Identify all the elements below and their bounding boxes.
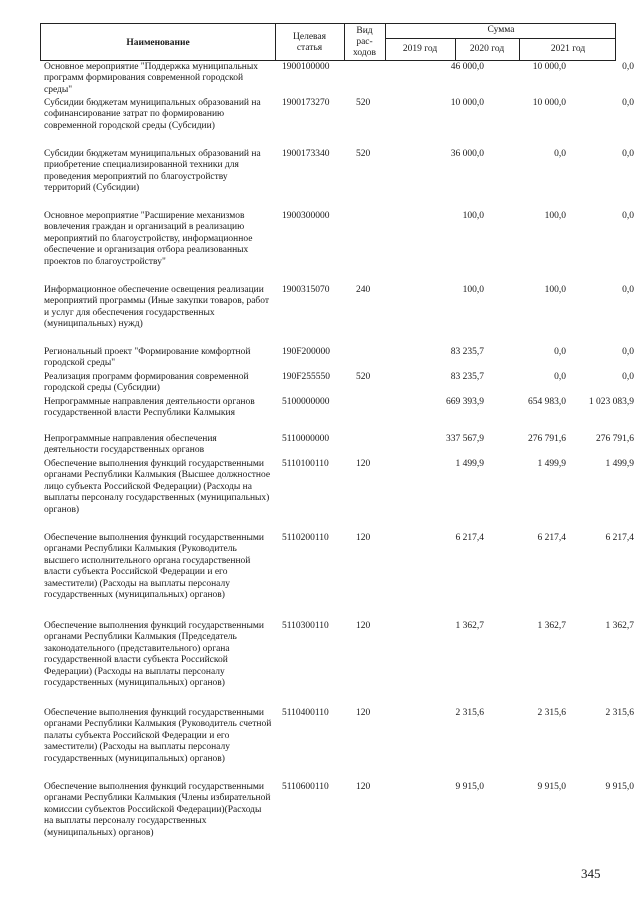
- row-name: Субсидии бюджетам муниципальных образований на приобретение специализированной техники для проведения мероприятий по благоустройству территорий (Субсидии): [44, 149, 261, 194]
- row-vid: 520: [356, 149, 371, 159]
- row-2020: 9 915,0: [537, 782, 566, 792]
- row-code: 5110400110: [282, 708, 329, 718]
- row-2020: 276 791,6: [528, 434, 566, 444]
- row-2021: 1 023 083,9: [588, 397, 634, 407]
- row-2019: 10 000,0: [450, 98, 484, 108]
- row-2021: 1 499,9: [605, 459, 634, 469]
- row-2021: 276 791,6: [596, 434, 634, 444]
- row-code: 1900173340: [282, 149, 330, 159]
- row-2021: 2 315,6: [605, 708, 634, 718]
- header-code: [275, 32, 344, 54]
- row-name: Обеспечение выполнения функций государственными органами Республики Калмыкия (Руководитель высшего исполнительного органа государственной власти субъекта Российской Федерации и его заместители) (Расходы на выплаты персоналу государственных (муниципальных) органов): [44, 533, 264, 601]
- row-2019: 1 362,7: [455, 621, 484, 631]
- row-name: Основное мероприятие "Поддержка муниципальных программ формирования современной городской среды": [44, 62, 259, 95]
- row-name: Непрограммные направления деятельности органов государственной власти Республики Калмыкия: [44, 397, 255, 419]
- row-2019: 2 315,6: [455, 708, 484, 718]
- row-2020: 0,0: [554, 347, 566, 357]
- header-code-line1: Целевая: [293, 32, 326, 42]
- row-code: 5110000000: [282, 434, 330, 444]
- row-2019: 337 567,9: [446, 434, 484, 444]
- row-vid: 520: [356, 372, 371, 382]
- row-2019: 100,0: [462, 211, 484, 221]
- row-2021: 0,0: [622, 347, 634, 357]
- row-2021: 9 915,0: [605, 782, 634, 792]
- row-vid: 120: [356, 782, 371, 792]
- row-name: Основное мероприятие "Расширение механизмов вовлечения граждан и организаций в реализацию мероприятий по благоустройству, информационное обеспечение и организация отбора реализованных проектов по благоустройству": [44, 211, 253, 267]
- row-name: Обеспечение выполнения функций государственными органами Республики Калмыкия (Высшее должностное лицо субъекта Российской Федерации) (Расходы на выплаты персоналу государственных (муниципальных) органов): [44, 459, 271, 515]
- page-number: 345: [581, 866, 601, 881]
- row-2020: 10 000,0: [532, 62, 566, 72]
- row-2021: 6 217,4: [605, 533, 634, 543]
- row-2020: 0,0: [554, 372, 566, 382]
- row-name: Обеспечение выполнения функций государственными органами Республики Калмыкия (Руководитель счетной палаты субъекта Российской Федерации и его заместители) (Расходы на выплаты персоналу государственных (муниципальных) органов): [44, 708, 272, 764]
- row-2021: 0,0: [622, 98, 634, 108]
- row-2019: 36 000,0: [450, 149, 484, 159]
- row-2021: 0,0: [622, 285, 634, 295]
- row-name: Реализация программ формирования современной городской среды (Субсидии): [44, 372, 249, 394]
- row-code: 1900300000: [282, 211, 330, 221]
- row-code: 5110100110: [282, 459, 329, 469]
- row-code: 190F255550: [282, 372, 331, 382]
- header-vid-line1: Вид: [356, 26, 373, 36]
- row-2019: 46 000,0: [450, 62, 484, 72]
- header-vid-line3: ходов: [353, 48, 376, 58]
- row-2021: 0,0: [622, 62, 634, 72]
- row-vid: 120: [356, 459, 371, 469]
- header-year-2021: 2021 год: [550, 44, 586, 54]
- row-2020: 6 217,4: [537, 533, 566, 543]
- row-name: Непрограммные направления обеспечения деятельности государственных органов: [44, 434, 217, 456]
- row-2020: 1 362,7: [537, 621, 566, 631]
- row-2021: 0,0: [622, 149, 634, 159]
- row-2020: 1 499,9: [537, 459, 566, 469]
- row-name: Обеспечение выполнения функций государственными органами Республики Калмыкия (Члены избирательной комиссии субъектов Российской Федерации)(Расходы на выплаты персоналу государственных (муниципальных) органов): [44, 782, 271, 838]
- header-vid-line2: рас-: [356, 37, 373, 47]
- header-sum: Сумма: [487, 25, 515, 35]
- row-name: Обеспечение выполнения функций государственными органами Республики Калмыкия (Председатель законодательного (представительного) органа государственной власти субъекта Российской Федерации) (Расходы на выплаты персоналу государственных (муниципальных) органов): [44, 621, 264, 689]
- row-code: 5100000000: [282, 397, 330, 407]
- row-2019: 100,0: [462, 285, 484, 295]
- row-vid: 240: [356, 285, 371, 295]
- row-2019: 6 217,4: [455, 533, 484, 543]
- row-2020: 10 000,0: [532, 98, 566, 108]
- header-year-2020: 2020 год: [469, 44, 505, 54]
- row-2019: 1 499,9: [455, 459, 484, 469]
- row-2020: 0,0: [554, 149, 566, 159]
- row-code: 1900100000: [282, 62, 330, 72]
- header-vid: [344, 26, 385, 59]
- row-name: Субсидии бюджетам муниципальных образований на софинансирование затрат по формированию современной городской среды (Субсидии): [44, 98, 261, 131]
- header-year-2019: 2019 год: [402, 44, 438, 54]
- row-vid: 120: [356, 533, 371, 543]
- table-header: [40, 23, 616, 61]
- row-2020: 100,0: [544, 211, 566, 221]
- row-2020: 100,0: [544, 285, 566, 295]
- row-code: 190F200000: [282, 347, 331, 357]
- row-code: 5110300110: [282, 621, 329, 631]
- header-name: Наименование: [126, 38, 190, 48]
- row-vid: 120: [356, 621, 371, 631]
- header-code-line2: статья: [296, 43, 323, 53]
- row-2019: 83 235,7: [450, 372, 484, 382]
- row-vid: 120: [356, 708, 371, 718]
- row-2020: 2 315,6: [537, 708, 566, 718]
- row-code: 5110200110: [282, 533, 329, 543]
- row-name: Информационное обеспечение освещения реализации мероприятий программы (Иные закупки товаров, работ и услуг для обеспечения государственных (муниципальных) нужд): [44, 285, 270, 330]
- row-code: 1900173270: [282, 98, 330, 108]
- row-2021: 0,0: [622, 372, 634, 382]
- row-2019: 9 915,0: [455, 782, 484, 792]
- row-code: 1900315070: [282, 285, 330, 295]
- row-2021: 1 362,7: [605, 621, 634, 631]
- row-2020: 654 983,0: [528, 397, 566, 407]
- row-name: Региональный проект "Формирование комфортной городской среды": [44, 347, 251, 369]
- row-vid: 520: [356, 98, 371, 108]
- row-2019: 83 235,7: [450, 347, 484, 357]
- row-code: 5110600110: [282, 782, 329, 792]
- row-2019: 669 393,9: [446, 397, 484, 407]
- row-2021: 0,0: [622, 211, 634, 221]
